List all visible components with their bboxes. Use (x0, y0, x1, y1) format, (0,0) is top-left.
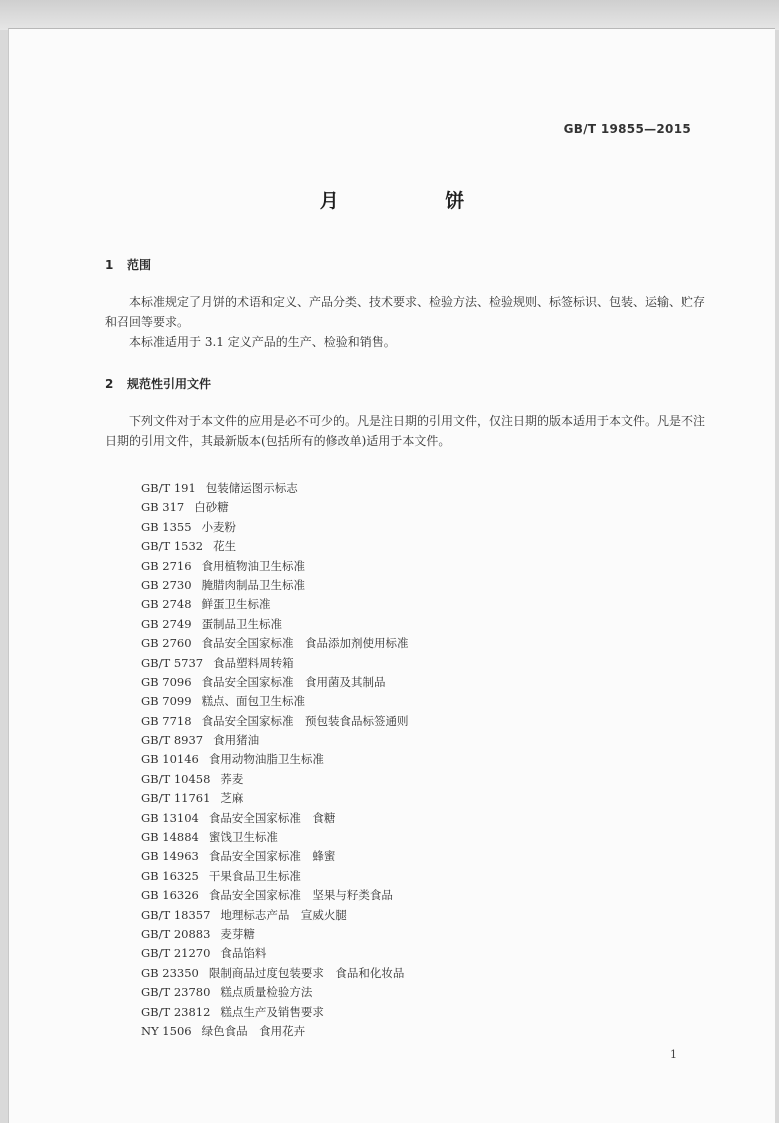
reference-title: 芝麻 (220, 791, 244, 806)
reference-item (141, 944, 409, 963)
reference-title: 食品安全国家标准 食用菌及其制品 (201, 674, 386, 689)
reference-code: GB/T 1532 (141, 539, 204, 554)
reference-code: GB 7099 (141, 694, 192, 709)
section-2-number: 2 (105, 377, 114, 391)
reference-title: 干果食品卫生标准 (208, 868, 301, 883)
reference-title: 白砂糖 (194, 500, 229, 515)
reference-title: 食用动物油脂卫生标准 (208, 752, 324, 767)
reference-item (141, 615, 409, 634)
reference-title: 包装储运图示标志 (205, 481, 298, 495)
reference-code: GB 10146 (141, 752, 199, 767)
reference-code: GB 1355 (141, 519, 192, 534)
reference-code: GB 2748 (141, 597, 192, 612)
reference-code: GB/T 18357 (141, 907, 211, 922)
reference-item (141, 673, 409, 692)
reference-code: GB 13104 (141, 810, 199, 825)
reference-title: 麦芽糖 (220, 926, 255, 941)
reference-title: 小麦粉 (201, 519, 237, 534)
reference-code: GB 2716 (141, 558, 192, 573)
reference-code: GB/T 21270 (141, 946, 211, 961)
reference-code: GB/T 11761 (141, 791, 211, 806)
reference-item (141, 692, 409, 711)
reference-title: 食用植物油卫生标准 (201, 558, 306, 573)
reference-code: GB 7718 (141, 713, 192, 728)
reference-item (141, 750, 409, 769)
reference-code: GB 23350 (141, 965, 199, 980)
reference-title: 绿色食品 食用花卉 (201, 1023, 306, 1038)
reference-code: GB/T 8937 (141, 733, 204, 748)
reference-item (141, 809, 409, 828)
reference-item (141, 576, 409, 595)
section-1-title: 范围 (127, 258, 152, 272)
reference-code: GB/T 191 (141, 481, 196, 495)
document-title: 月 饼 (319, 190, 515, 212)
reference-item (141, 634, 409, 653)
reference-title: 食品馅料 (220, 946, 267, 961)
reference-item (141, 498, 409, 517)
reference-item (141, 886, 409, 905)
reference-item (141, 770, 409, 789)
reference-title: 食用猪油 (213, 733, 260, 748)
reference-item (141, 828, 409, 847)
section-1-paragraph-1: 本标准规定了月饼的术语和定义、产品分类、技术要求、检验方法、检验规则、标签标识、包装、运输、贮存和召回等要求。 (105, 295, 706, 329)
reference-title: 蛋制品卫生标准 (201, 616, 283, 631)
reference-title: 荞麦 (220, 771, 244, 786)
reference-code: GB 7096 (141, 674, 192, 689)
reference-title: 食品塑料周转箱 (213, 655, 294, 670)
section-1-number: 1 (105, 258, 114, 272)
reference-code: GB 14884 (141, 830, 199, 845)
reference-code: GB/T 5737 (141, 655, 204, 670)
reference-code: GB 16325 (141, 868, 199, 883)
reference-code: GB 2730 (141, 577, 192, 592)
reference-title: 糕点生产及销售要求 (220, 1004, 324, 1019)
reference-item (141, 654, 409, 673)
reference-item (141, 925, 409, 944)
reference-list (141, 479, 409, 1041)
reference-title: 食品安全国家标准 预包装食品标签通则 (201, 713, 409, 728)
reference-title: 糕点质量检验方法 (220, 985, 313, 1000)
reference-item (141, 518, 409, 537)
reference-title: 食品安全国家标准 食糖 (208, 810, 336, 825)
reference-item (141, 983, 409, 1002)
reference-item (141, 1003, 409, 1022)
section-2-title: 规范性引用文件 (127, 377, 212, 391)
reference-item (141, 557, 409, 576)
reference-code: GB 2760 (141, 636, 192, 651)
section-1-heading (105, 256, 151, 273)
reference-code: GB 2749 (141, 616, 192, 631)
reference-title: 食品安全国家标准 食品添加剂使用标准 (201, 636, 409, 651)
reference-title: 鲜蛋卫生标准 (201, 597, 271, 612)
reference-title: 蜜饯卫生标准 (208, 830, 278, 845)
reference-title: 限制商品过度包装要求 食品和化妆品 (208, 965, 405, 980)
reference-title: 糕点、面包卫生标准 (201, 694, 306, 709)
reference-title: 食品安全国家标准 蜂蜜 (208, 849, 336, 864)
reference-item (141, 595, 409, 614)
reference-item (141, 867, 409, 886)
reference-title: 花生 (213, 539, 237, 554)
reference-code: GB/T 23812 (141, 1004, 211, 1019)
reference-code: GB/T 10458 (141, 771, 211, 786)
section-2-heading (105, 375, 211, 392)
reference-item (141, 479, 409, 498)
reference-code: GB 16326 (141, 888, 199, 903)
reference-code: GB 317 (141, 500, 185, 515)
reference-code: NY 1506 (141, 1023, 192, 1038)
reference-item (141, 847, 409, 866)
page-number: 1 (670, 1048, 677, 1061)
reference-item (141, 537, 409, 556)
reference-code: GB 14963 (141, 849, 199, 864)
document-page (8, 28, 775, 1123)
reference-title: 腌腊肉制品卫生标准 (201, 577, 306, 592)
scan-background (0, 0, 779, 30)
section-1-paragraph-2: 本标准适用于 3.1 定义产品的生产、检验和销售。 (129, 335, 396, 349)
reference-item (141, 789, 409, 808)
reference-code: GB/T 20883 (141, 926, 211, 941)
section-2-intro: 下列文件对于本文件的应用是必不可少的。凡是注日期的引用文件，仅注日期的版本适用于本文件。凡是不注日期的引用文件，其最新版本(包括所有的修改单)适用于本文件。 (105, 414, 706, 448)
reference-title: 地理标志产品 宣威火腿 (220, 907, 347, 922)
reference-code: GB/T 23780 (141, 985, 211, 1000)
reference-item (141, 731, 409, 750)
reference-title: 食品安全国家标准 坚果与籽类食品 (208, 888, 393, 903)
reference-item (141, 712, 409, 731)
standard-code: GB/T 19855—2015 (563, 122, 691, 136)
reference-item (141, 906, 409, 925)
reference-item (141, 1022, 409, 1041)
reference-item (141, 964, 409, 983)
